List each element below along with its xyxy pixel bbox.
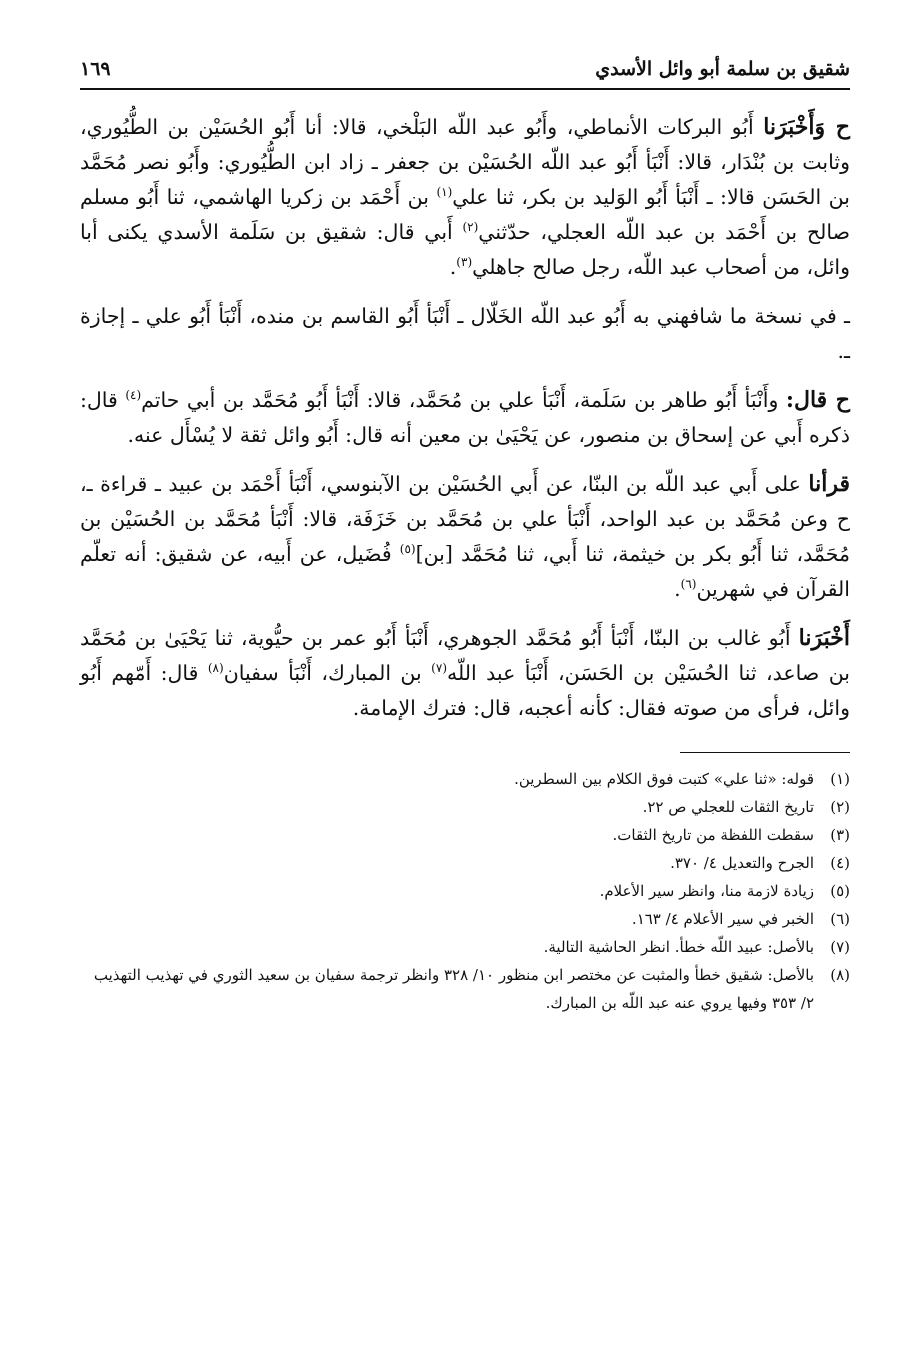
footnote-ref[interactable]: (٤) <box>125 388 142 403</box>
footnote-item <box>80 905 850 933</box>
text-segment: أَبُو غالب بن البنّا، أَنْبَأ أَبُو مُحَمَّد الجوهري، أَنْبَأ أَبُو عمر بن حيُّوية، ثنا يَحْيَىٰ بن مُحَمَّد بن صاعد، ثنا الحُسَيْن بن الحَسَن، أَنْبَأ عبد اللّه <box>80 626 851 685</box>
footnote-text: تاريخ الثقات للعجلي ص ٢٢. <box>642 798 814 816</box>
page <box>80 58 850 1017</box>
footnote-number: (٧) <box>830 938 850 956</box>
text-segment: أَبي قال: شقيق بن سَلَمة الأسدي يكنى أبا وائل، من أصحاب عبد اللّه، رجل صالح جاهلي <box>80 220 850 279</box>
footnote-ref[interactable]: (١) <box>436 185 453 200</box>
footnote-item <box>80 849 850 877</box>
page-number: ١٦٩ <box>80 58 111 80</box>
footnote-item <box>80 793 850 821</box>
text-segment: ـ في نسخة ما شافهني به أَبُو عبد اللّه الخَلّال ـ أَنْبَأ أَبُو القاسم بن منده، أَنْبَأ أَبُو علي ـ إجازة ـ. <box>80 304 850 363</box>
footnote-item <box>80 877 850 905</box>
footnote-number: (٢) <box>830 798 850 816</box>
footnote-number: (١) <box>830 770 850 788</box>
footnote-ref[interactable]: (٦) <box>680 577 697 592</box>
footnote-text: زيادة لازمة منا، وانظر سير الأعلام. <box>599 882 814 900</box>
paragraph-4 <box>80 467 850 607</box>
running-title: شقيق بن سلمة أبو وائل الأسدي <box>595 58 850 80</box>
text-segment: قال: أَمّهم أَبُو وائل، فرأى من صوته فقال: كأنه أعجبه، قال: فترك الإمامة. <box>80 661 850 720</box>
footnote-number: (٤) <box>830 854 850 872</box>
footnote-ref[interactable]: (٢) <box>462 220 479 235</box>
main-text <box>80 110 850 726</box>
text-segment: بن أَحْمَد بن زكريا الهاشمي، ثنا أَبُو مسلم صالح بن أَحْمَد بن عبد اللّه العجلي، حدّثني <box>80 185 850 244</box>
footnote-text: بالأصل: عبيد اللّه خطأ. انظر الحاشية التالية. <box>543 938 814 956</box>
footnote-text: الخبر في سير الأعلام ٤/ ١٦٣. <box>631 910 814 928</box>
paragraph-1 <box>80 110 850 285</box>
footnote-ref[interactable]: (٣) <box>456 255 473 270</box>
footnote-item <box>80 765 850 793</box>
footnote-item <box>80 961 850 1017</box>
paragraph-lead: قرأنا <box>808 471 850 497</box>
running-header <box>80 58 850 90</box>
text-segment: . <box>674 577 681 601</box>
footnote-number: (٨) <box>830 966 850 984</box>
text-segment: قال: ذكره أَبي عن إسحاق بن منصور، عن يَحْيَىٰ بن معين أنه قال: أَبُو وائل ثقة لا يُسْأَل عنه. <box>80 388 850 447</box>
footnote-number: (٦) <box>830 910 850 928</box>
paragraph-3 <box>80 383 850 453</box>
footnote-ref[interactable]: (٥) <box>399 542 416 557</box>
footnote-text: سقطت اللفظة من تاريخ الثقات. <box>612 826 814 844</box>
text-segment: فُضَيل، عن أَبيه، عن شقيق: أنه تعلّم القرآن في شهرين <box>80 542 850 601</box>
text-segment: وأَنْبَأ أَبُو طاهر بن سَلَمة، أَنْبَأ علي بن مُحَمَّد، قالا: أَنْبَأ أَبُو مُحَمَّد بن أبي حاتم <box>141 388 786 412</box>
footnote-item <box>80 821 850 849</box>
text-segment: بن المبارك، أَنْبَأ سفيان <box>223 661 432 685</box>
footnote-ref[interactable]: (٨) <box>207 661 224 676</box>
footnote-ref[interactable]: (٧) <box>431 661 447 676</box>
footnote-text: الجرح والتعديل ٤/ ٣٧٠. <box>670 854 814 872</box>
text-segment: أَبُو البركات الأنماطي، وأَبُو عبد اللّه البَلْخي، قالا: أنا أَبُو الحُسَيْن بن الطُّيُوري، وثابت بن بُنْدَار، قالا: أَنْبَأ أَبُو عبد اللّه الحُسَيْن بن جعفر ـ زاد ابن الطُّيُوري: وأَبُو نصر مُحَمَّد بن الحَسَن قالا: ـ أَنْبَأ أَبُو الوَليد بن بكر، ثنا علي <box>80 115 850 209</box>
text-segment: . <box>449 255 457 279</box>
text-segment: على أَبي عبد اللّه بن البنّا، عن أَبي الحُسَيْن بن الآبنوسي، أَنْبَأ أَحْمَد بن عبيد ـ قراءة ـ، ح وعن مُحَمَّد بن عبد الواحد، أَنْبَأ علي بن مُحَمَّد بن خَزَفَة، قالا: أَنْبَأ مُحَمَّد بن الحُسَيْن بن مُحَمَّد، ثنا أَبُو بكر بن خيثمة، ثنا أَبي، ثنا مُحَمَّد [بن] <box>80 472 850 566</box>
footnote-item <box>80 933 850 961</box>
footnote-number: (٣) <box>830 826 850 844</box>
footnote-divider <box>680 752 850 753</box>
paragraph-lead: ح قال: <box>785 387 850 413</box>
paragraph-5 <box>80 621 850 726</box>
paragraph-2 <box>80 299 850 369</box>
footnote-number: (٥) <box>830 882 850 900</box>
paragraph-lead: أَخْبَرَنا <box>798 625 850 651</box>
footnote-text: قوله: «ثنا علي» كتبت فوق الكلام بين السطرين. <box>514 770 814 788</box>
paragraph-lead: ح وَأَخْبَرَنا <box>763 114 850 140</box>
footnote-text: بالأصل: شقيق خطأ والمثبت عن مختصر ابن منظور ١٠/ ٣٢٨ وانظر ترجمة سفيان بن سعيد الثوري في تهذيب التهذيب ٢/ ٣٥٣ وفيها يروي عنه عبد اللّه بن المبارك. <box>93 966 814 1012</box>
footnotes <box>80 765 850 1017</box>
